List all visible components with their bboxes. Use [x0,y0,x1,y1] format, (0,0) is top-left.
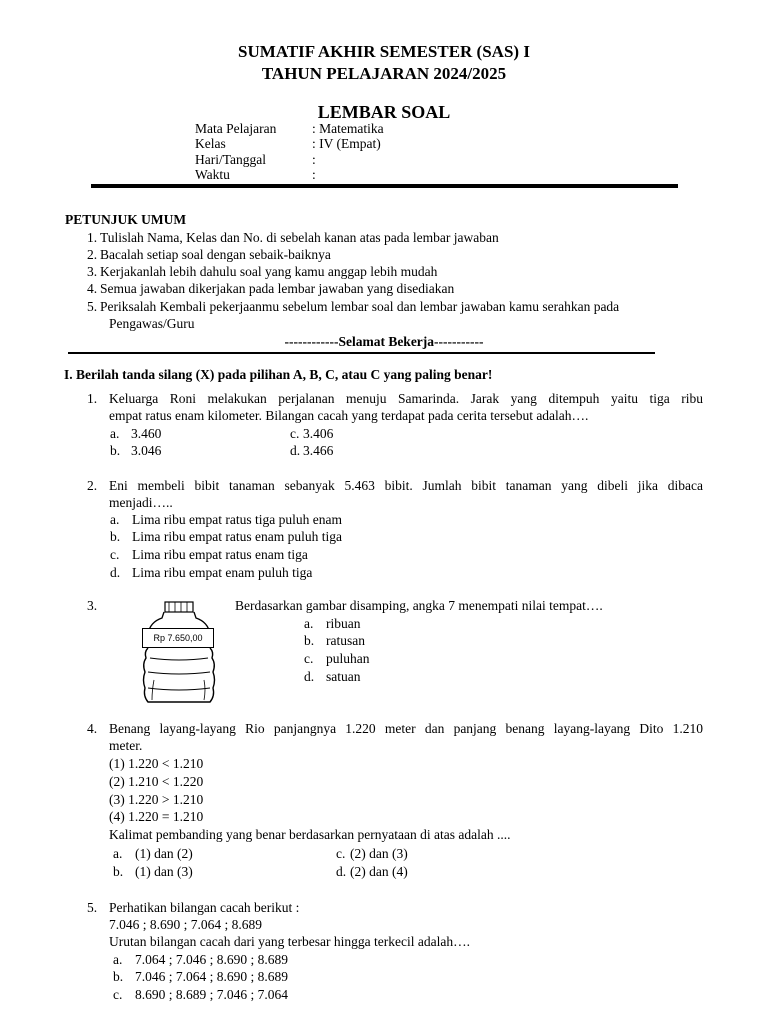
statement: (1) 1.220 < 1.210 [109,756,204,771]
question-number: 4. [87,721,98,736]
option-text: satuan [326,669,361,684]
meta-value-subject: : Matematika [312,121,384,136]
question-text: Benang layang-layang Rio panjangnya 1.220 meter dan panjang benang layang-layang Dito 1.210 [109,721,703,736]
statement: (4) 1.220 = 1.210 [109,809,204,824]
option-text: puluhan [326,651,370,666]
question-text: menjadi….. [109,495,173,510]
water-gallon-image [140,600,220,708]
option-letter: a. [110,426,120,441]
question-text: Urutan bilangan cacah dari yang terbesar hingga terkecil adalah…. [109,934,470,949]
question-number: 2. [87,478,98,493]
option-text: Lima ribu empat enam puluh tiga [132,565,313,580]
meta-value-date: : [312,152,316,167]
question-number: 1. [87,391,98,406]
section-heading: I. Berilah tanda silang (X) pada pilihan A, B, C, atau C yang paling benar! [64,367,493,382]
water-gallon-drawing [140,600,220,708]
option-text: 3.046 [131,443,162,458]
option-letter: b. [110,529,121,544]
meta-value-time: : [312,167,316,182]
option-letter: b. [113,864,124,879]
option-letter: d. [290,443,301,458]
header-divider [91,184,678,188]
instructions-heading: PETUNJUK UMUM [65,212,187,227]
instruction-text: Bacalah setiap soal dengan sebaik-baiknya [100,247,331,262]
instruction-text: Semua jawaban dikerjakan pada lembar jawaban yang disediakan [100,281,455,296]
question-number: 3. [87,598,98,613]
meta-label-class: Kelas [195,136,226,151]
option-letter: c. [113,987,123,1002]
instruction-number: 1. [87,230,98,245]
statement: (2) 1.210 < 1.220 [109,774,204,789]
option-text: 3.466 [303,443,334,458]
option-letter: d. [304,669,315,684]
instruction-number: 5. [87,299,98,314]
instruction-number: 4. [87,281,98,296]
option-letter: a. [110,512,120,527]
instruction-text-continued: Pengawas/Guru [109,316,195,331]
question-text: Perhatikan bilangan cacah berikut : [109,900,300,915]
sheet-title: LEMBAR SOAL [317,102,451,122]
instruction-number: 2. [87,247,98,262]
option-letter: b. [113,969,124,984]
option-text: (2) dan (3) [350,846,408,861]
option-text: Lima ribu empat ratus enam tiga [132,547,308,562]
option-text: ribuan [326,616,361,631]
exam-title: SUMATIF AKHIR SEMESTER (SAS) I [238,42,530,61]
option-letter: d. [110,565,121,580]
statement: (3) 1.220 > 1.210 [109,792,204,807]
instruction-text: Periksalah Kembali pekerjaanmu sebelum lembar soal dan lembar jawaban kamu serahkan pada [100,299,620,314]
question-text: empat ratus enam kilometer. Bilangan cacah yang terdapat pada cerita tersebut adalah…. [109,408,589,423]
option-letter: d. [336,864,347,879]
meta-label-subject: Mata Pelajaran [195,121,277,136]
option-text: Lima ribu empat ratus enam puluh tiga [132,529,342,544]
price-tag: Rp 7.650,00 [142,628,214,648]
option-text: ratusan [326,633,365,648]
question-text: Eni membeli bibit tanaman sebanyak 5.463 bibit. Jumlah bibit tanaman yang dibeli jika dibaca [109,478,703,493]
option-letter: b. [110,443,121,458]
meta-label-time: Waktu [195,167,230,182]
option-text: (1) dan (3) [135,864,193,879]
question-text: meter. [109,738,143,753]
instruction-text: Kerjakanlah lebih dahulu soal yang kamu anggap lebih mudah [100,264,438,279]
option-letter: a. [304,616,314,631]
question-text: Keluarga Roni melakukan perjalanan menuju Samarinda. Jarak yang ditempuh yaitu tiga ribu [109,391,703,406]
meta-label-date: Hari/Tanggal [195,152,267,167]
option-text: 7.064 ; 7.046 ; 8.690 ; 8.689 [135,952,289,967]
option-letter: c. [290,426,300,441]
option-letter: a. [113,952,123,967]
option-letter: b. [304,633,315,648]
closing-message: ------------Selamat Bekerja----------- [284,334,484,349]
option-letter: a. [113,846,123,861]
option-letter: c. [336,846,346,861]
option-text: 3.406 [303,426,334,441]
option-text: 7.046 ; 7.064 ; 8.690 ; 8.689 [135,969,289,984]
academic-year: TAHUN PELAJARAN 2024/2025 [261,64,507,83]
number-list: 7.046 ; 8.690 ; 7.064 ; 8.689 [109,917,263,932]
meta-value-class: : IV (Empat) [312,136,381,151]
instruction-number: 3. [87,264,98,279]
question-text: Berdasarkan gambar disamping, angka 7 menempati nilai tempat…. [235,598,603,613]
instructions-divider [68,352,655,354]
option-text: 3.460 [131,426,162,441]
instruction-text: Tulislah Nama, Kelas dan No. di sebelah kanan atas pada lembar jawaban [100,230,499,245]
option-letter: c. [304,651,314,666]
option-text: (2) dan (4) [350,864,408,879]
question-number: 5. [87,900,98,915]
option-text: 8.690 ; 8.689 ; 7.046 ; 7.064 [135,987,289,1002]
option-letter: c. [110,547,120,562]
option-text: Lima ribu empat ratus tiga puluh enam [132,512,342,527]
question-prompt: Kalimat pembanding yang benar berdasarkan pernyataan di atas adalah .... [109,827,511,842]
option-text: (1) dan (2) [135,846,193,861]
